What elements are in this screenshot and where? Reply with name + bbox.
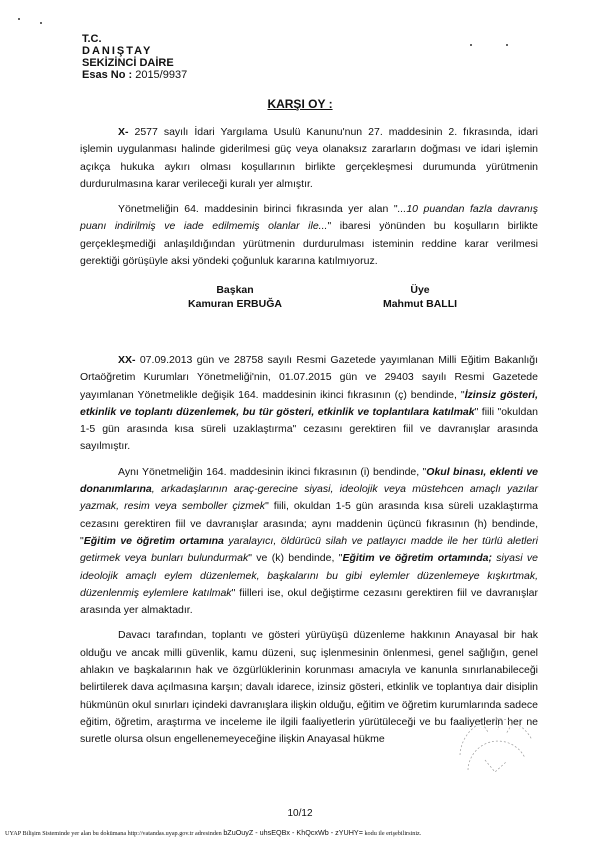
page-title: KARŞI OY : xyxy=(267,97,333,111)
dissent-2-p1-rest: " fiili "okuldan 1-5 gün arasında kısa süreli uzaklaştırma" cezasını gerektiren fiil ve davranışlar arasında sayılmıştır. xyxy=(80,405,538,453)
dissent-2-p2-mid-2: " ve (k) bendinde, " xyxy=(248,552,343,565)
dissent-2-p2-quote-3-rest: siyasi ve ideolojik amaçlı eylem düzenlemek, başkalarını bu gibi eylemler düzenlemeye kışkırtmak, düzenlenmiş eylemlere katılmak xyxy=(80,552,538,599)
dissent-2-p2-end: " fiilleri ise, okul değiştirme cezasını gerektiren fiil ve davranışlar arasında yer almaktadır. xyxy=(80,586,538,617)
dissent-2-p2-quote-3: Eğitim ve öğretim ortamında; xyxy=(342,552,492,565)
esas-label: Esas No : xyxy=(82,69,133,81)
dissent-2-p2-quote-1: Okul binası, eklenti ve donanımlarına xyxy=(80,465,539,496)
header-institution: DANIŞTAY xyxy=(82,45,153,57)
page-number: 10/12 xyxy=(287,808,313,819)
dissent-1-marker: X- xyxy=(118,126,129,138)
dissent-2-para-1 xyxy=(80,352,538,456)
footer-suffix: kodu ile erişebilirsiniz. xyxy=(364,830,422,837)
dissent-1-para-1 xyxy=(80,124,538,193)
scan-speck xyxy=(506,44,508,46)
signatory-left xyxy=(165,283,305,311)
header-chamber: SEKİZİNCİ DAİRE xyxy=(82,57,174,69)
header-esas xyxy=(82,69,187,81)
dissent-2-para-3: Davacı tarafından, toplantı ve gösteri yürüyüşü düzenleme hakkının Anayasal bir hak olduğu ve ancak milli güvenlik, kamu düzeni, suç işlenmesinin önlenmesi, genel sağlığın, genel ahlakın ve başkalarının hak ve özgürlüklerinin korunması amacıyla ve kanunla sınırlanabileceği belirtilerek dava açılmasına karşın; davalı idarece, izinsiz gösteri, etkinlik ve toplantıya dair disiplin hükmünün okul sınırları içindeki davranışlara ilişkin olduğu, eğitim ve öğretim kurumlarında sadece eğitim, öğretim, araştırma ve inceleme ile ilgili faaliyetlerin yürütüleceği ve bu faaliyetlerin her ne suretle olursa olsun engellenemeyeceğine ilişkin Anayasal hükme xyxy=(80,629,538,746)
dissent-1-para-2-rest: " ibaresi yönünden bu koşulların birlikte gerçekleşmediği anlaşıldığından yürütmenin durdurulması isteminin reddine karar verilmesi gerektiği görüşüyle aksi yöndeki çoğunluk kararına katılmıyoruz. xyxy=(80,220,538,268)
dissent-2-p1-lead: 07.09.2013 gün ve 28758 sayılı Resmi Gazetede yayımlanan Milli Eğitim Bakanlığı Ortaöğretim Kurumları Yönetmeliği'nin, 01.07.2015 gün ve 29403 sayılı Resmi Gazetede yayımlanan Yönetmelikle değişik 164. maddesinin ikinci fıkrasının (ç) bendinde, " xyxy=(80,354,538,401)
signatory-right-title: Üye xyxy=(410,284,430,296)
dissent-2-marker: XX- xyxy=(118,354,136,366)
signatory-right xyxy=(350,283,490,311)
dissent-2-p1-quote: İzinsiz gösteri, etkinlik ve toplantı düzenlemek, bu tür gösteri, etkinlik ve toplantılara katılmak xyxy=(80,388,538,418)
scan-speck xyxy=(470,44,472,46)
header-tc: T.C. xyxy=(82,33,102,45)
dissent-1-quote: ...10 puandan fazla davranış puanı indirilmiş ve iade edilmemiş olanlar ile... xyxy=(80,203,538,233)
signatory-right-name: Mahmut BALLI xyxy=(382,298,458,310)
dissent-1-text: 2577 sayılı İdari Yargılama Usulü Kanunu'nun 27. maddesinin 2. fıkrasında, idari işlemin uygulanması halinde giderilmesi güç veya olanaksız zararların doğması ve idari işlemin açıkça hukuka aykırı olması koşullarının birlikte gerçekleşmesi durumunda yürütmenin durdurulmasına karar verileceği kuralı yer almıştır. xyxy=(80,126,538,190)
dissent-2-p2-quote-2-rest: yaralayıcı, öldürücü silah ve patlayıcı madde ile her türlü aletleri getirmek veya bunları bulundurmak xyxy=(80,534,538,565)
dissent-2-p2-quote-1-rest: , arkadaşlarının araç-gerecine siyasi, ideolojik veya müstehcen amaçlı yazılar yazmak, resim veya semboller çizmek xyxy=(80,483,538,513)
dissent-2-p2-mid: " fiili, okuldan 1-5 gün arasında kısa süreli uzaklaştırma cezasını gerektiren fiil ve davranışlar arasında; aynı maddenin üçüncü fıkrasının (h) bendinde, " xyxy=(80,500,539,547)
scan-speck xyxy=(40,22,42,24)
signatory-left-title: Başkan xyxy=(216,284,254,296)
uyap-footer xyxy=(5,828,597,837)
document-header xyxy=(82,33,187,81)
dissent-2 xyxy=(80,352,538,757)
footer-text: UYAP Bilişim Sisteminde yer alan bu dokümana http://vatandas.uyap.gov.tr adresinden xyxy=(5,830,222,837)
dissent-1 xyxy=(80,124,538,278)
scan-speck xyxy=(18,18,20,20)
dissent-2-para-2 xyxy=(80,464,538,620)
dissent-2-p2-quote-2: Eğitim ve öğretim ortamına xyxy=(83,534,224,547)
dissent-2-p2-lead: Aynı Yönetmeliğin 164. maddesinin ikinci fıkrasının (i) bendinde, " xyxy=(118,465,427,478)
signatory-left-name: Kamuran ERBUĞA xyxy=(188,298,282,310)
dissent-1-para-2 xyxy=(80,201,538,270)
footer-access-code: bZuOuyZ - uhsEQBx - KhQcxWb - zYUHY= xyxy=(223,828,363,837)
esas-number: 2015/9937 xyxy=(135,69,188,81)
official-seal-stamp xyxy=(440,700,550,810)
dissent-1-para-2-lead: Yönetmeliğin 64. maddesinin birinci fıkrasında yer alan " xyxy=(118,203,398,216)
